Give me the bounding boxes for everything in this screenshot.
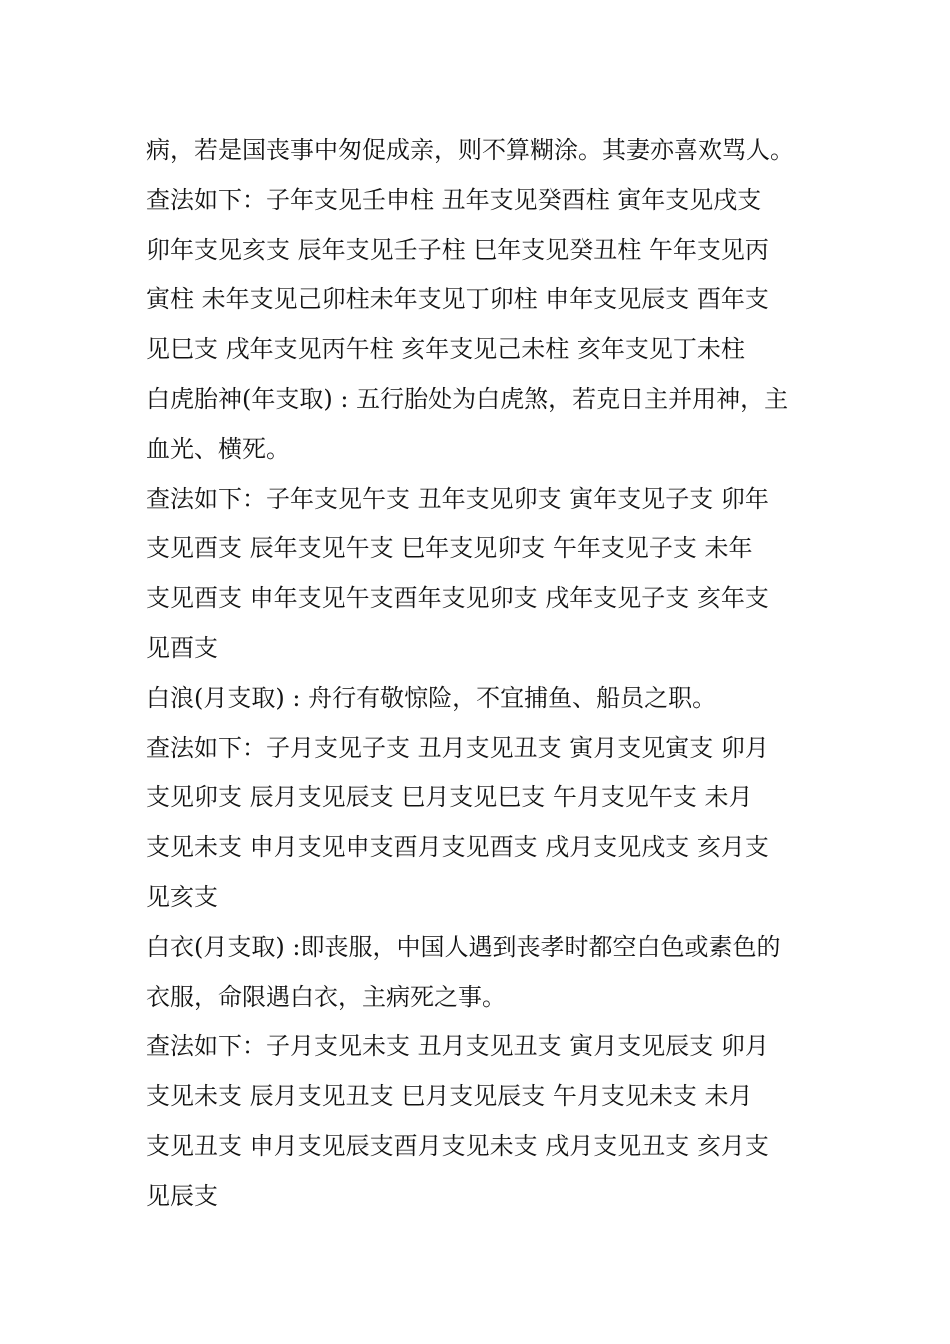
text-line: 查法如下：子年支见午支 丑年支见卯支 寅年支见子支 卯年 <box>146 484 769 513</box>
text-line: 支见未支 申月支见申支酉月支见酉支 戌月支见戌支 亥月支 <box>146 833 769 862</box>
text-line: 支见酉支 辰年支见午支 巳年支见卯支 午年支见子支 未年 <box>146 534 753 563</box>
section-heading-white-wave: 白浪(月支取) : 舟行有敬惊险，不宜捕鱼、船员之职。 <box>146 683 717 712</box>
section-heading-white-clothes: 白衣(月支取) :即丧服，中国人遇到丧孝时都空白色或素色的 <box>146 932 781 961</box>
text-line: 支见未支 辰月支见丑支 巳月支见辰支 午月支见未支 未月 <box>146 1082 753 1111</box>
text-line: 卯年支见亥支 辰年支见壬子柱 巳年支见癸丑柱 午年支见丙 <box>146 235 769 264</box>
section-heading-white-tiger: 白虎胎神(年支取) : 五行胎处为白虎煞，若克日主并用神，主 <box>146 384 789 413</box>
text-line: 衣服，命限遇白衣，主病死之事。 <box>146 982 506 1011</box>
text-line: 见亥支 <box>146 882 218 911</box>
text-line: 见巳支 戌年支见丙午柱 亥年支见己未柱 亥年支见丁未柱 <box>146 335 745 364</box>
document-text-body <box>146 126 810 1222</box>
text-line: 查法如下：子年支见壬申柱 丑年支见癸酉柱 寅年支见戌支 <box>146 185 762 214</box>
text-line: 见辰支 <box>146 1181 218 1210</box>
text-line: 寅柱 未年支见己卯柱未年支见丁卯柱 申年支见辰支 酉年支 <box>146 285 769 314</box>
text-line: 支见卯支 辰月支见辰支 巳月支见巳支 午月支见午支 未月 <box>146 783 753 812</box>
text-line: 查法如下：子月支见未支 丑月支见丑支 寅月支见辰支 卯月 <box>146 1032 769 1061</box>
text-line: 查法如下：子月支见子支 丑月支见丑支 寅月支见寅支 卯月 <box>146 733 769 762</box>
text-line: 支见酉支 申年支见午支酉年支见卯支 戌年支见子支 亥年支 <box>146 584 769 613</box>
text-line: 血光、横死。 <box>146 434 290 463</box>
text-line: 支见丑支 申月支见辰支酉月支见未支 戌月支见丑支 亥月支 <box>146 1131 769 1160</box>
text-line: 病，若是国丧事中匆促成亲，则不算糊涂。其妻亦喜欢骂人。 <box>146 136 794 164</box>
text-line: 见酉支 <box>146 633 218 662</box>
